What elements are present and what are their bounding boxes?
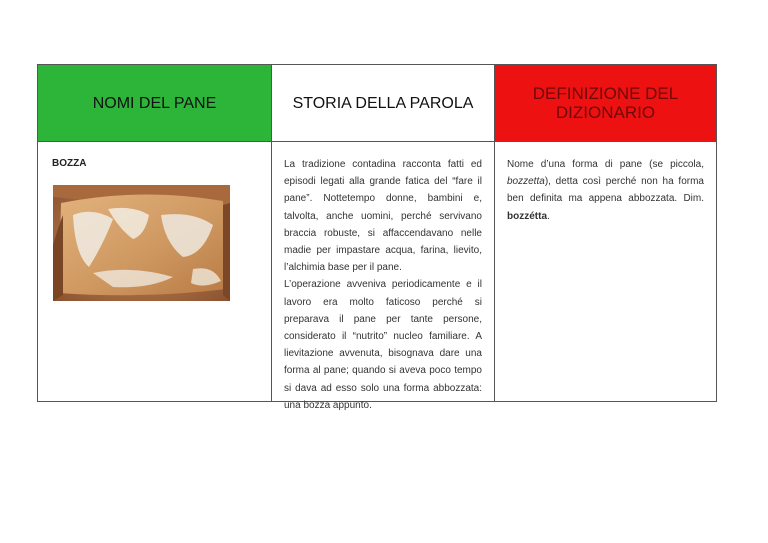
definition-part-3: . bbox=[547, 210, 550, 222]
bread-names-table bbox=[37, 64, 717, 411]
definition-italic: bozzetta bbox=[507, 176, 545, 188]
definition-part-2: ), detta così perché non ha forma ben definita ma appena abbozzata. Dim. bbox=[507, 176, 704, 205]
header-names bbox=[38, 65, 271, 142]
bread-photo-image bbox=[53, 185, 230, 301]
column-names bbox=[38, 65, 272, 401]
definition-bold: bozzétta bbox=[507, 210, 547, 222]
cell-name bbox=[38, 142, 271, 401]
story-paragraph-1: La tradizione contadina racconta fatti ed episodi legati alla grande fatica del “fare il pane”. Nottetempo donne, bambini e, talvolta, anche uomini, perché servivano braccia robuste, si affaccendavano nelle madie per impastare acqua, farina, lievito, l’alchimia base per il pane. bbox=[284, 159, 482, 274]
definition-text bbox=[507, 156, 704, 225]
column-definition bbox=[495, 65, 716, 401]
header-definition-label: DEFINIZIONE DEL DIZIONARIO bbox=[532, 84, 679, 122]
cell-definition bbox=[495, 142, 716, 401]
cell-story bbox=[272, 142, 494, 411]
story-text bbox=[284, 156, 482, 414]
story-paragraph-2: L’operazione avveniva periodicamente e il lavoro era molto faticoso perché si preparava il pane per tante persone, considerato il “nutrito” nucleo familiare. A lievitazione avvenuta, bisognava dare una forma al pane; quando si aveva poco tempo si dava ad esso solo una forma abbozzata: una bozza appunto. bbox=[284, 279, 482, 411]
bread-name: BOZZA bbox=[52, 158, 87, 169]
header-definition bbox=[495, 65, 716, 142]
header-story bbox=[272, 65, 494, 142]
header-names-label: NOMI DEL PANE bbox=[92, 94, 217, 112]
bread-photo bbox=[53, 185, 230, 301]
header-story-label: STORIA DELLA PAROLA bbox=[292, 94, 474, 112]
column-story bbox=[272, 65, 495, 411]
definition-part-1: Nome d’una forma di pane (se piccola, bbox=[507, 159, 704, 170]
